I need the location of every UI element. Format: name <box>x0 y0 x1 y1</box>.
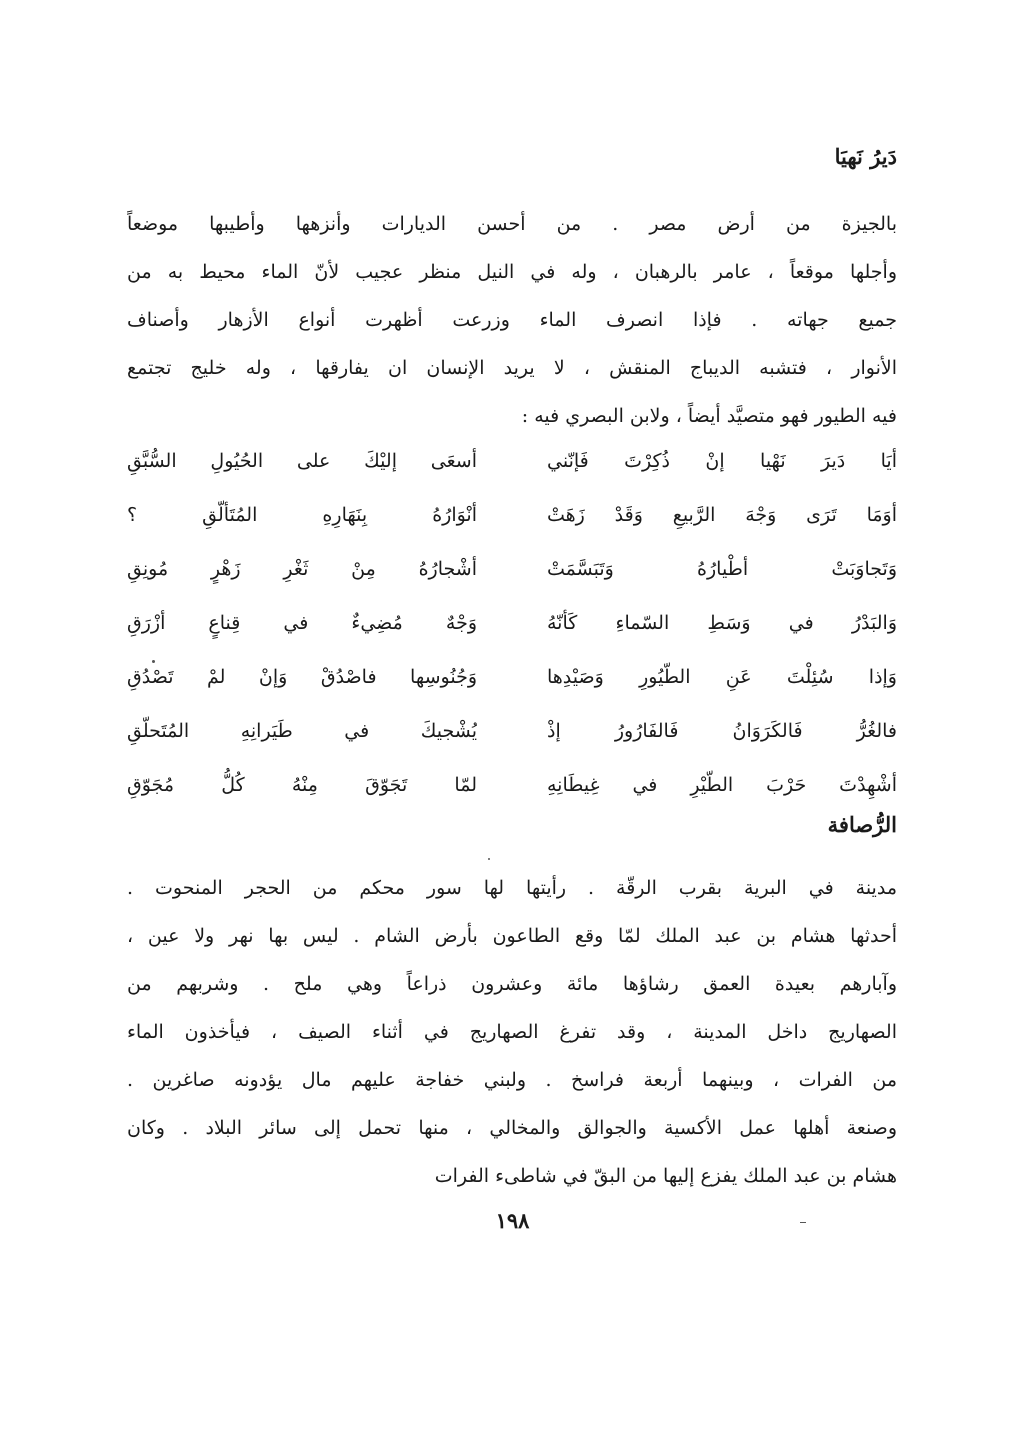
paragraph-line: مدينة في البرية بقرب الرقّة . رأيتها لها سور محكم من الحجر المنحوت . <box>127 877 897 899</box>
poem-verse <box>127 542 897 596</box>
verse-first-hemistich: وَالبَدْرُ في وَسَطِ السّماءِ كَأنّهُ <box>547 612 897 634</box>
scan-speck <box>488 858 490 860</box>
paragraph-line: فيه الطيور فهو متصيَّد أيضاً ، ولابن البصري فيه : <box>521 405 897 427</box>
poem-verse <box>127 434 897 488</box>
poem <box>127 434 897 812</box>
verse-second-hemistich: لمّا تَجَوّقَ مِنْهُ كُلُّ مُجَوّقِ <box>127 774 477 796</box>
paragraph-line: وصنعة أهلها عمل الأكسية والجوالق والمخالي ، منها تحمل إلى سائر البلاد . وكان <box>127 1117 897 1139</box>
page-number: ١٩٨ <box>495 1208 530 1233</box>
paragraph-line: من الفرات ، وبينهما أربعة فراسخ . ولبني خفاجة عليهم مال يؤدونه صاغرين . <box>127 1069 897 1091</box>
verse-first-hemistich: أوَمَا تَرَى وَجْهَ الرَّبيعِ وَقَدْ زَهَتْ <box>547 504 897 526</box>
verse-second-hemistich: أنْوَارُهُ بِنَهَارِهِ المُتَألّقِ ؟ <box>127 504 477 526</box>
paragraph-line: أحدثها هشام بن عبد الملك لمّا وقع الطاعون بأرض الشام . ليس بها نهر ولا عين ، <box>127 925 897 947</box>
paragraph-line: الصهاريج داخل المدينة ، وقد تفرغ الصهاريج في أثناء الصيف ، فيأخذون الماء <box>127 1021 897 1043</box>
verse-second-hemistich: أسعَى إليْكَ على الحُيُولِ السُّبَّقِ <box>127 450 477 472</box>
scan-speck <box>152 660 155 663</box>
poem-verse <box>127 596 897 650</box>
verse-second-hemistich: يُشْجيكَ في طَيَرانِهِ المُتَحلّقِ <box>127 720 477 742</box>
section-paragraph-dayr-nahya <box>127 200 897 440</box>
scan-speck <box>800 1222 806 1223</box>
paragraph-line: جميع جهاته . فإذا انصرف الماء وزرعت أظهرت أنواع الأزهار وأصناف <box>127 309 897 331</box>
verse-second-hemistich: وَجُنُوسِها فاصْدُقْ وَإنْ لمْ تَصْدُقِ <box>127 666 477 688</box>
paragraph-line: وآبارهم بعيدة العمق رشاؤها مائة وعشرون ذراعاً وهي ملح . وشربهم من <box>127 973 897 995</box>
poem-verse <box>127 758 897 812</box>
section-paragraph-rusafa <box>127 864 897 1200</box>
paragraph-line: الأنوار ، فتشبه الديباج المنقش ، لا يريد الإنسان ان يفارقها ، وله خليج تجتمع <box>127 357 897 379</box>
poem-verse <box>127 650 897 704</box>
verse-second-hemistich: وَجْهٌ مُضِيءٌ في قِناعٍ أزْرَقِ <box>127 612 477 634</box>
poem-verse <box>127 704 897 758</box>
section-title-rusafa: الرُّصافة <box>827 812 897 837</box>
verse-first-hemistich: أيَا دَيرَ نَهْيا إنْ ذُكِرْتَ فَإنّني <box>547 450 897 472</box>
verse-first-hemistich: أشْهِدْتَ حَرْبَ الطّيْرِ في غِيطَانِهِ <box>547 774 897 796</box>
verse-first-hemistich: فالغُرُّ فَالكَرَوَانُ فَالفَارُورُ إذْ <box>547 720 897 742</box>
paragraph-line: وأجلها موقعاً ، عامر بالرهبان ، وله في النيل منظر عجيب لأنّ الماء محيط به من <box>127 261 897 283</box>
paragraph-line: هشام بن عبد الملك يفزع إليها من البقّ في شاطىء الفرات <box>434 1165 897 1187</box>
paragraph-line: بالجيزة من أرض مصر . من أحسن الديارات وأنزهها وأطيبها موضعاً <box>127 213 897 235</box>
section-title-dayr-nahya: دَيرُ نَهيَا <box>834 144 897 169</box>
verse-second-hemistich: أشْجارُهُ مِنْ ثَغْرِ زَهْرٍ مُونِقِ <box>127 558 477 580</box>
poem-verse <box>127 488 897 542</box>
verse-first-hemistich: وَإذا سُئِلْتَ عَنِ الطّيُورِ وَصَيْدِها <box>547 666 897 688</box>
verse-first-hemistich: وَتَجاوَبَتْ أطْيارُهُ وَتَبَسَّمَتْ <box>547 558 897 580</box>
